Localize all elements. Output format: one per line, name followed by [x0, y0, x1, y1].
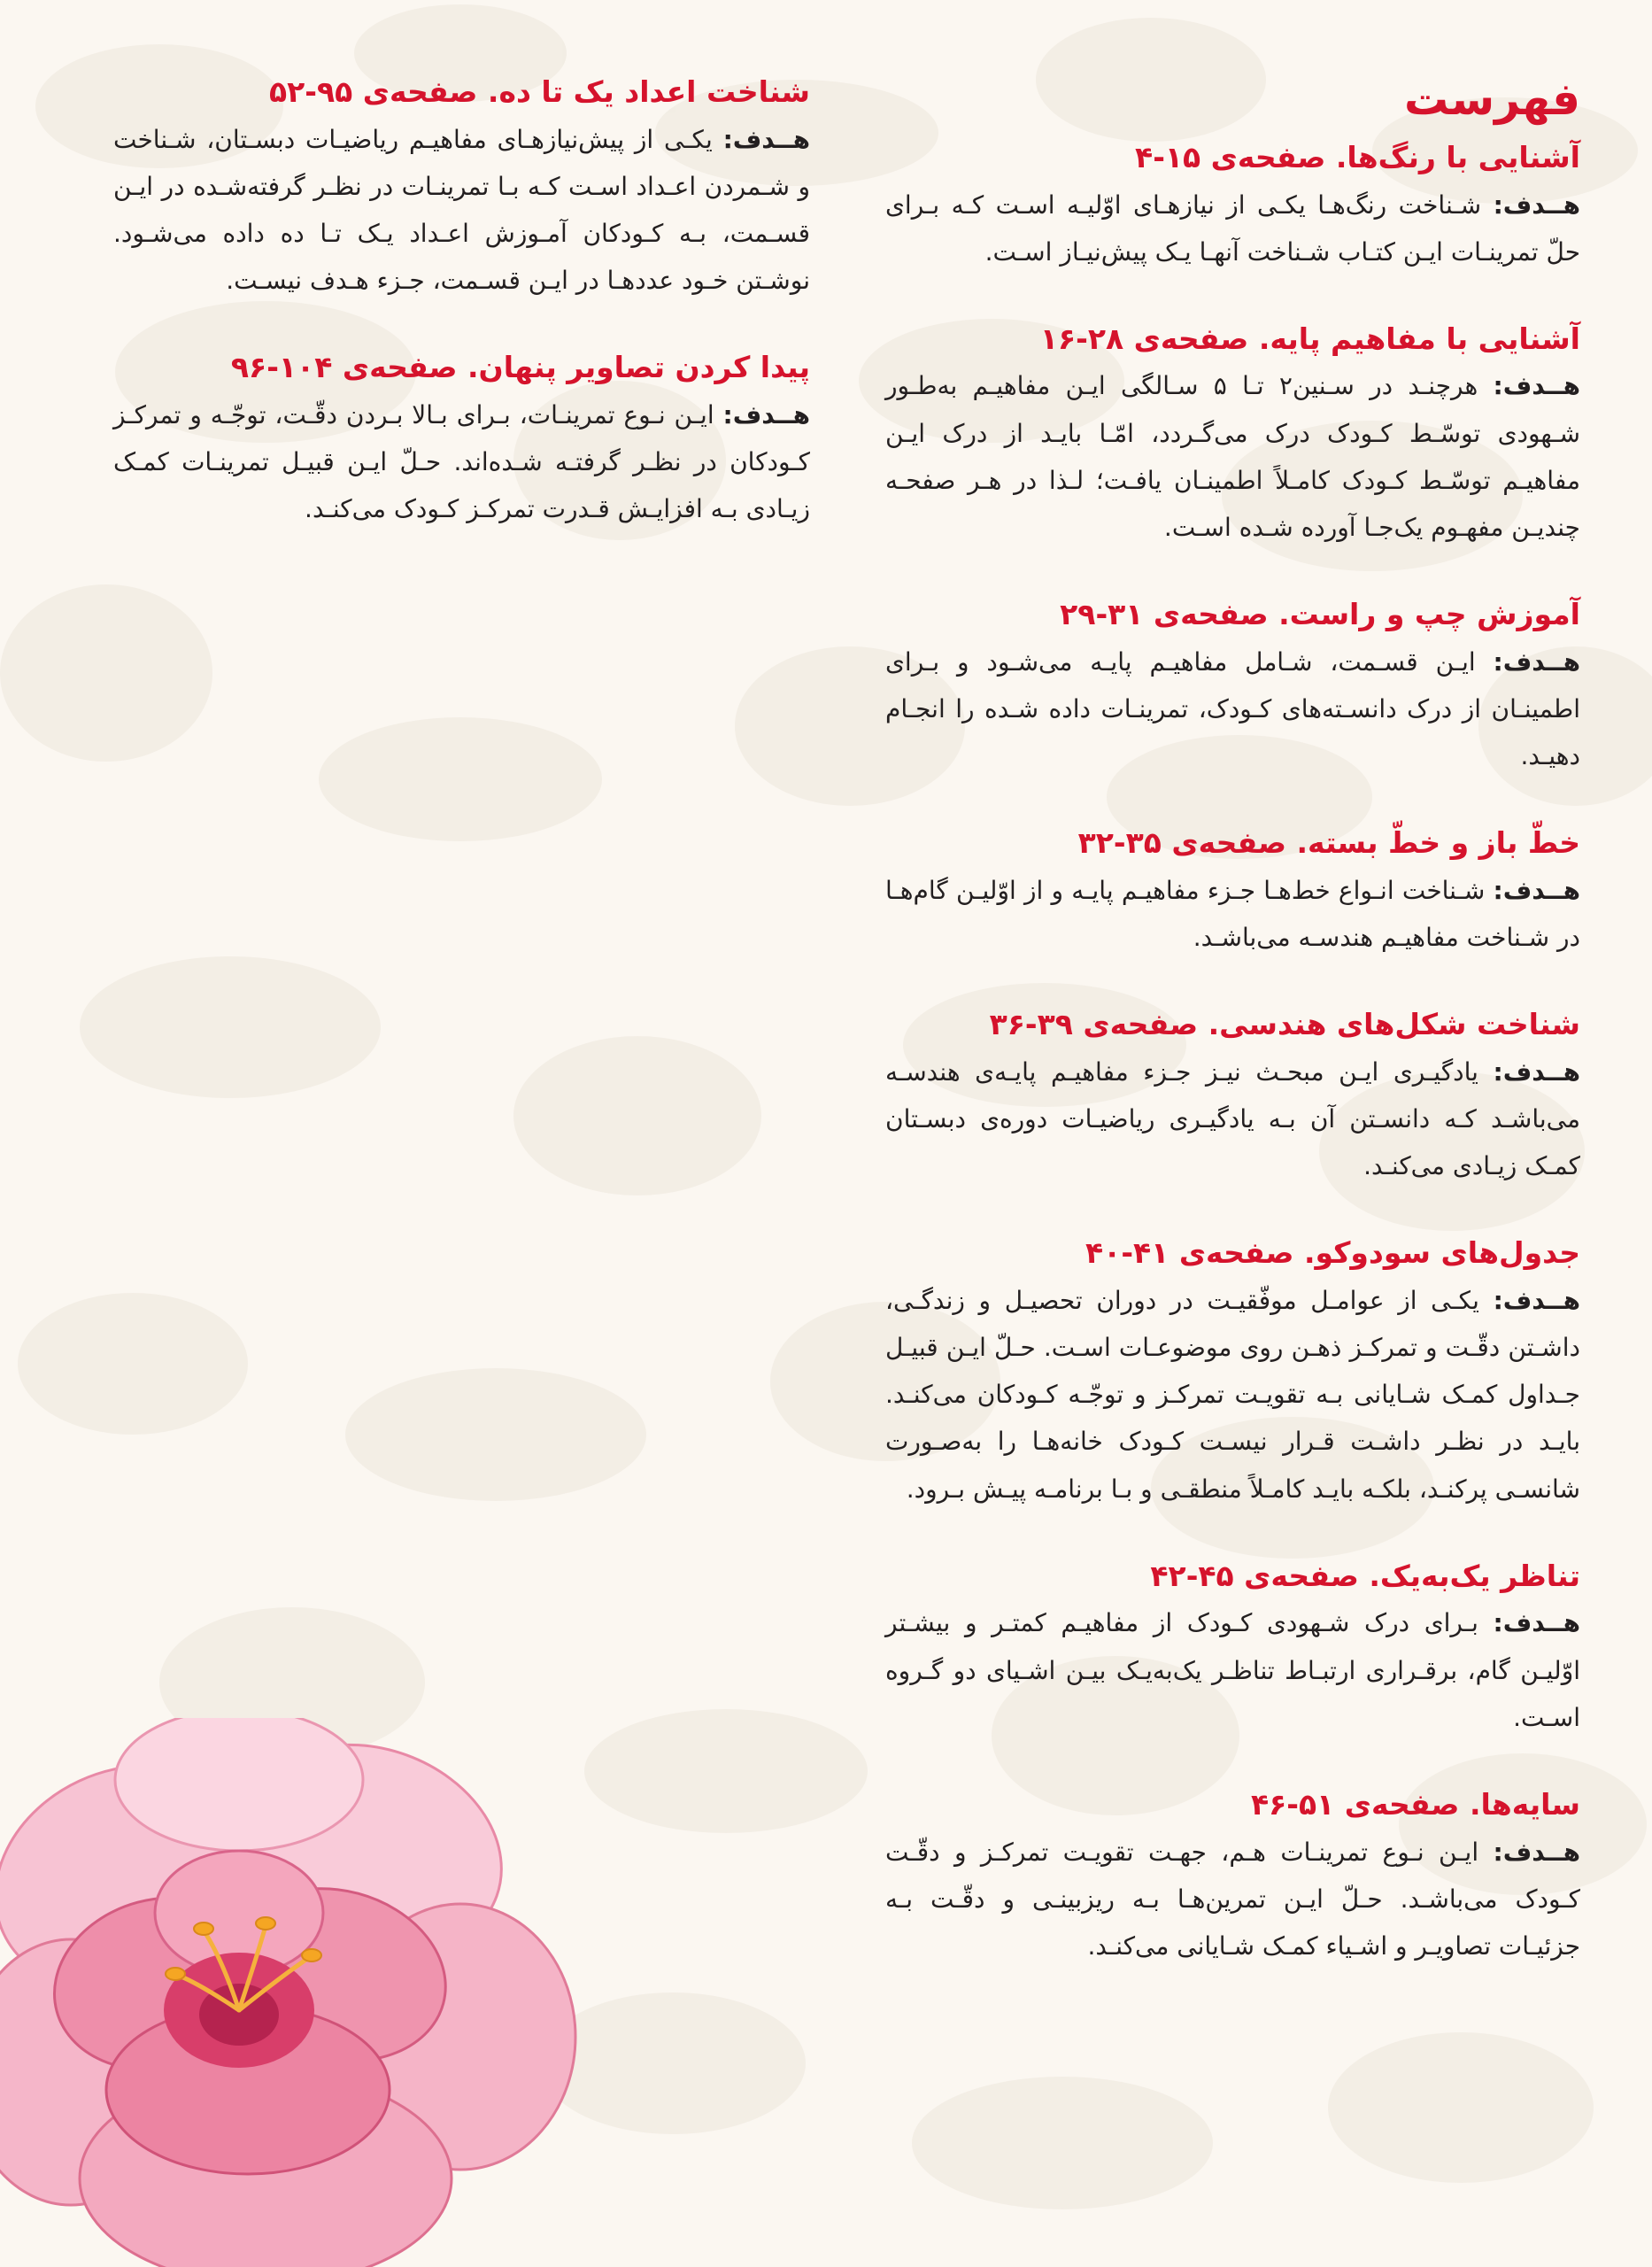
toc-entry-title: سایه‌ها. صفحه‌ی ۵۱-۴۶: [1250, 1786, 1580, 1822]
toc-entry-description: [885, 1048, 1580, 1190]
goal-text: هرچنـد در سـنین۲ تـا ۵ سـالگی ایـن مفاهیـم به‌طـور شـهودی توسّـط کـودک درک می‌گـردد، امّـا بایـد از درک ایـن مفاهیـم توسّـط کـودک کامـلاً اطمینـان یافـت؛ لـذا در هـر صفحـه چندیـن مفهـوم یک‌جـا آورده شـده اسـت.: [885, 371, 1580, 543]
toc-entry-one-to-one: [885, 1557, 1580, 1741]
toc-entry-description: [113, 391, 810, 533]
toc-entry-title: تناظر یک‌به‌یک. صفحه‌ی ۴۵-۴۲: [1150, 1558, 1580, 1593]
goal-text: ایـن قسـمت، شـامل مفاهیـم پایـه می‌شـود و بـرای اطمینـان از درک دانسـته‌های کـودک، تمرینـات داده شـده را انجـام دهیـد.: [885, 646, 1580, 771]
toc-entry-title: آشنایی با رنگ‌ها. صفحه‌ی ۱۵-۴: [1135, 140, 1580, 174]
toc-entry-description: [885, 638, 1580, 780]
toc-entry-description: [113, 116, 810, 305]
goal-label: هــدف:: [1493, 371, 1580, 401]
toc-entry-description: [885, 1599, 1580, 1741]
goal-text: شـناخت رنگ‌هـا یکـی از نیازهـای اوّلیـه اسـت کـه بـرای حلّ تمرینـات ایـن کتـاب شـناخت آنهـا یـک پیش‌نیـاز اسـت.: [885, 190, 1580, 267]
toc-entry-description: [885, 362, 1580, 551]
toc-entry-open-closed-lines: [885, 824, 1580, 961]
goal-label: هــدف:: [1493, 875, 1580, 905]
toc-entry-title: پیدا کردن تصاویر پنهان. صفحه‌ی ۱۰۴-۹۶: [230, 350, 810, 385]
goal-text: ایـن نـوع تمرینـات، بـرای بـالا بـردن دقّـت، توجّـه و تمرکـز کـودکان در نظـر گرفتـه شـده‌اند. حـلّ ایـن قبیـل تمرینـات کمـک زیـادی بـه افزایـش قـدرت تمرکـز کـودک می‌کنـد.: [113, 399, 810, 524]
goal-text: بـرای درک شـهودی کـودک از مفاهیـم کمتـر و بیشـتر اوّلیـن گام، برقـراری ارتبـاط تناظـر یک‌به‌یـک بیـن اشـیای دو گـروه اسـت.: [885, 1608, 1580, 1732]
goal-text: یادگیـری ایـن مبحـث نیـز جـزء مفاهیـم پایـه‌ی هندسـه می‌باشـد کـه دانسـتن آن بـه یادگیـری ریاضیـات دوره‌ی دبسـتان کمـک زیـادی می‌کنـد.: [885, 1056, 1580, 1181]
toc-entry-description: [885, 182, 1580, 275]
goal-label: هــدف:: [1493, 646, 1580, 677]
toc-column-left: [113, 73, 810, 576]
goal-label: هــدف:: [1493, 1608, 1580, 1638]
toc-entry-title: آموزش چپ و راست. صفحه‌ی ۳۱-۲۹: [1060, 597, 1580, 632]
toc-entry-title: شناخت اعداد یک تا ده. صفحه‌ی ۹۵-۵۲: [268, 74, 810, 109]
toc-entry-colors: [885, 138, 1580, 275]
goal-text: یکـی از پیش‌نیازهـای مفاهیـم ریاضیـات دبسـتان، شـناخت و شـمردن اعـداد اسـت کـه بـا تمرینـات در نظـر گرفته‌شـده در ایـن قسـمت، بـه کـودکان آمـوزش اعـداد یـک تـا ده داده می‌شـود. نوشـتن خـود عددهـا در ایـن قسـمت، جـزء هـدف نیسـت.: [113, 124, 810, 296]
toc-entry-sudoku: [885, 1234, 1580, 1512]
pink-flower-illustration: [0, 1718, 584, 2267]
goal-label: هــدف:: [1493, 1837, 1580, 1867]
goal-text: شـناخت انـواع خط‌هـا جـزء مفاهیـم پایـه و از اوّلیـن گام‌هـا در شـناخت مفاهیـم هندسـه می‌باشـد.: [885, 875, 1580, 953]
toc-entry-geometric-shapes: [885, 1005, 1580, 1189]
toc-title: فهرست: [1404, 74, 1580, 125]
toc-entry-shadows: [885, 1785, 1580, 1969]
toc-entry-left-right: [885, 595, 1580, 779]
toc-entry-title: شناخت شکل‌های هندسی. صفحه‌ی ۳۹-۳۶: [989, 1007, 1580, 1042]
toc-entry-basic-concepts: [885, 320, 1580, 551]
toc-entry-description: [885, 867, 1580, 961]
goal-label: هــدف:: [1493, 1285, 1581, 1315]
goal-label: هــدف:: [1493, 190, 1581, 220]
toc-column-right: [885, 73, 1580, 2014]
goal-text: یکـی از عوامـل موفّقیـت در دوران تحصیـل و زندگـی، داشـتن دقّـت و تمرکـز ذهـن روی موضوعـات اسـت. حـلّ ایـن قبیـل جـداول کمـک شـایانی بـه تقویـت تمرکـز و توجّـه کـودکان می‌کنـد. بایـد در نظـر داشـت قـرار نیسـت کـودک خانه‌هـا را به‌صـورت شانسـی پرکنـد، بلکـه بایـد کامـلاً منطقـی و بـا برنامـه پیـش بـرود.: [885, 1285, 1580, 1504]
toc-entry-description: [885, 1277, 1580, 1513]
toc-entry-hidden-pictures: [113, 348, 810, 532]
goal-text: ایـن نـوع تمرینـات هـم، جهـت تقویـت تمرکـز و دقّـت کـودک می‌باشـد. حـلّ ایـن تمرین‌هـا بـه ریزبینـی و دقّـت بـه جزئیـات تصاویـر و اشـیاء کمـک شـایانی می‌کنـد.: [885, 1837, 1580, 1961]
goal-label: هــدف:: [722, 124, 811, 154]
goal-label: هــدف:: [722, 399, 810, 429]
toc-entry-title: جدول‌های سودوکو. صفحه‌ی ۴۱-۴۰: [1085, 1235, 1580, 1271]
toc-entry-description: [885, 1829, 1580, 1970]
toc-entry-numbers: [113, 73, 810, 304]
goal-label: هــدف:: [1493, 1056, 1580, 1087]
toc-entry-title: آشنایی با مفاهیم پایه. صفحه‌ی ۲۸-۱۶: [1039, 321, 1580, 356]
toc-entry-title: خطّ باز و خطّ بسته. صفحه‌ی ۳۵-۳۲: [1077, 825, 1580, 861]
